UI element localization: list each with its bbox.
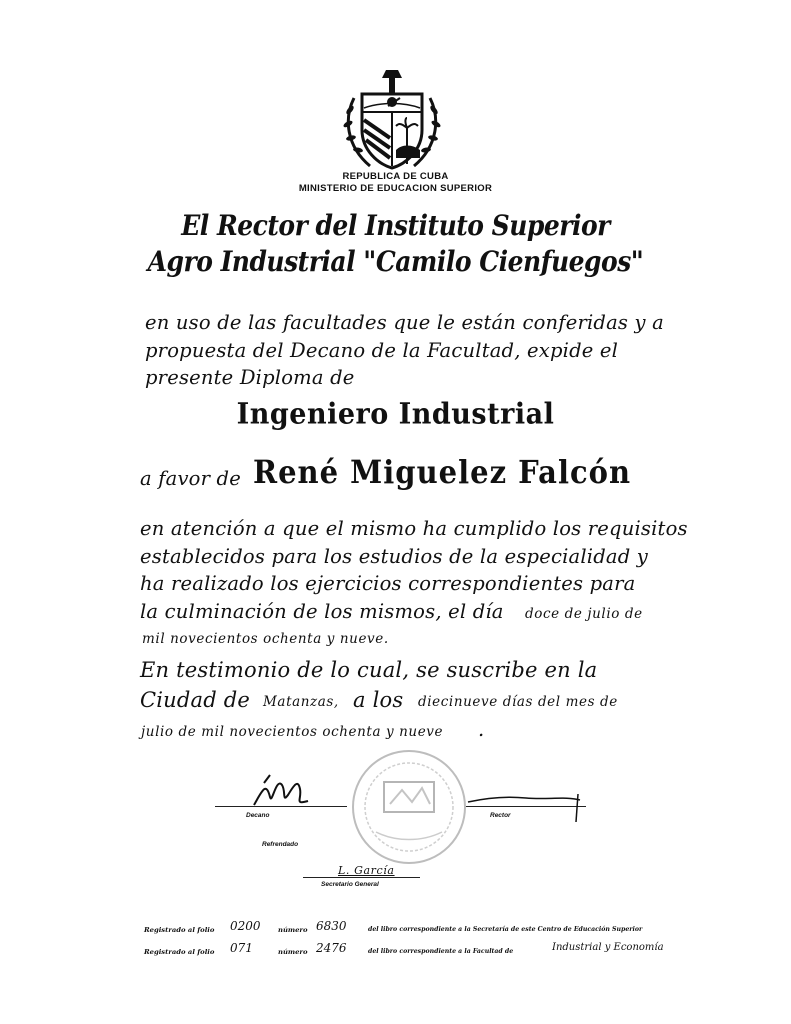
body-line: propuesta del Decano de la Facultad, expide el	[145, 339, 619, 362]
registry-2-prefix: Registrado al folio	[144, 948, 215, 956]
registry-2-numero-label: número	[278, 948, 308, 956]
degree-title: Ingeniero Industrial	[236, 397, 555, 432]
coat-of-arms-emblem	[340, 68, 444, 176]
body-line: ha realizado los ejercicios correspondientes para	[140, 572, 636, 595]
body-line: la culminación de los mismos, el día	[140, 600, 504, 623]
body-line: en atención a que el mismo ha cumplido los requisitos	[140, 517, 688, 540]
registry-2-numero: 2476	[316, 941, 347, 955]
seal-stamp	[346, 746, 472, 868]
registry-1-suffix: del libro correspondiente a la Secretaría de este Centro de Educación Superior	[368, 926, 643, 933]
registry-2-suffix: del libro correspondiente a la Facultad de	[368, 948, 514, 955]
handwritten-city: Matanzas,	[263, 694, 339, 710]
handwritten-date-2: julio de mil novecientos ochenta y nueve	[141, 724, 444, 740]
secretary-signature: L. García	[338, 864, 395, 877]
body-line: En testimonio de lo cual, se suscribe en la	[140, 658, 598, 682]
body-line: .	[478, 718, 485, 741]
handwritten-year: mil novecientos ochenta y nueve.	[142, 631, 389, 647]
body-line: a los	[353, 688, 404, 712]
handwritten-date: doce de julio de	[525, 606, 643, 622]
registry-1-numero-label: número	[278, 926, 308, 934]
registry-2-faculty: Industrial y Economía	[552, 942, 664, 953]
rector-title: Rector	[490, 812, 511, 819]
refrendado-label: Refrendado	[262, 841, 299, 848]
dean-signature	[248, 771, 318, 813]
body-line: Ciudad de	[140, 688, 251, 712]
body-line: establecidos para los estudios de la especialidad y	[140, 545, 649, 568]
recipient-prefix: a favor de	[140, 467, 241, 490]
body-line: presente Diploma de	[145, 366, 355, 389]
dean-title: Decano	[246, 812, 270, 819]
registry-1-numero: 6830	[316, 919, 347, 933]
secretary-signature-line	[303, 877, 420, 878]
ministry-name: MINISTERIO DE EDUCACION SUPERIOR	[298, 183, 493, 194]
registry-1-prefix: Registrado al folio	[144, 926, 215, 934]
issuer-line-1: El Rector del Instituto Superior	[181, 209, 610, 242]
country-name: REPUBLICA DE CUBA	[342, 171, 449, 182]
recipient-name: René Miguelez Falcón	[253, 453, 632, 491]
issuer-line-2: Agro Industrial "Camilo Cienfuegos"	[147, 245, 644, 278]
registry-2-folio: 071	[230, 941, 253, 955]
rector-signature	[466, 782, 586, 822]
handwritten-day: diecinueve días del mes de	[418, 694, 618, 710]
body-line: en uso de las facultades que le están conferidas y a	[145, 311, 664, 334]
registry-1-folio: 0200	[230, 919, 261, 933]
secretary-title: Secretario General	[321, 881, 379, 888]
